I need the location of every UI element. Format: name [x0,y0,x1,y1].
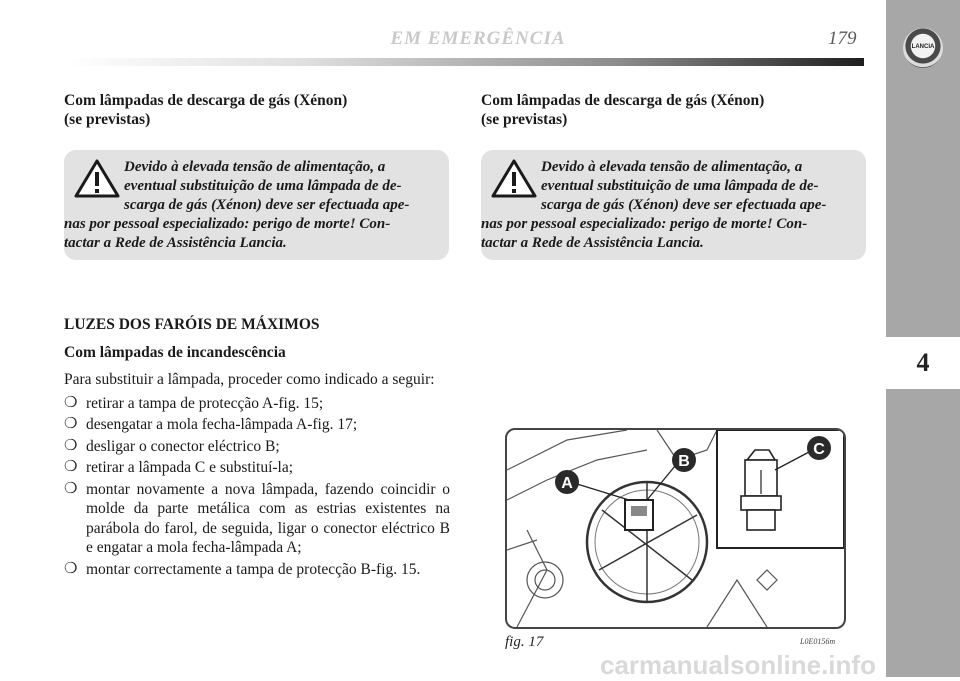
right-heading-line2: (se previstas) [481,111,568,128]
right-heading-line1: Com lâmpadas de descarga de gás (Xénon) [481,92,765,109]
step-item: ❍ retirar a lâmpada C e substituí-la; [64,459,294,476]
left-heading-line2: (se previstas) [64,111,151,128]
intro-paragraph: Para substituir a lâmpada, proceder como indicado a seguir: [64,371,435,388]
logo-text: LANCIA [911,44,935,50]
figure-caption: fig. 17 [505,634,544,650]
left-warning-line-3: scarga de gás (Xénon) deve ser efectuada ape- [124,197,410,213]
headlamp-illustration [507,430,844,627]
chapter-tab[interactable]: 4 [886,337,960,389]
right-warning-triangle-icon [491,158,537,198]
page-number: 179 [828,28,857,49]
right-warning-line-2: eventual substituição de uma lâmpada de de- [541,178,819,194]
left-warning-line-2: eventual substituição de uma lâmpada de de- [124,178,402,194]
header-divider [64,58,864,66]
step-item: ❍ montar novamente a nova lâmpada, fazendo coincidir o molde da parte metálica com as estrias existentes na parábola do farol, de seguida, ligar o conector eléctrico B e engatar a mola fecha-lâmpada A; [64,480,450,556]
left-warning-line-4: nas por pessoal especializado: perigo de morte! Con- [64,216,391,232]
left-warning-line-1: Devido à elevada tensão de alimentação, a [124,159,386,175]
bullet-icon: ❍ [64,480,78,497]
bullet-icon: ❍ [64,459,78,475]
left-warning-line-5: tactar a Rede de Assistência Lancia. [64,235,287,251]
figure-label-a: A [561,475,573,492]
step-item: ❍ desligar o conector eléctrico B; [64,437,280,455]
section-title: LUZES DOS FARÓIS DE MÁXIMOS [64,316,320,333]
step-item: ❍ desengatar a mola fecha-lâmpada A-fig. 17; [64,416,358,433]
left-body [64,315,450,581]
right-warning-line-1: Devido à elevada tensão de alimentação, a [541,159,803,175]
step-item: ❍ montar correctamente a tampa de protecção B-fig. 15. [64,560,421,578]
figure-label-b: B [678,453,690,470]
bullet-icon: ❍ [64,437,78,454]
right-heading [481,91,764,129]
left-warning-triangle-icon [74,158,120,198]
bullet-icon: ❍ [64,394,78,411]
figure-label-c: C [813,441,825,458]
right-warning-line-3: scarga de gás (Xénon) deve ser efectuada ape- [541,197,827,213]
figure-17 [505,428,846,629]
bullet-icon: ❍ [64,560,78,577]
page-header-title: EM EMERGÊNCIA [390,28,566,49]
right-warning-line-4: nas por pessoal especializado: perigo de morte! Con- [481,216,808,232]
left-heading [64,91,347,129]
watermark: carmanualsonline.info [600,650,876,680]
left-heading-line1: Com lâmpadas de descarga de gás (Xénon) [64,92,348,109]
bullet-icon: ❍ [64,416,78,432]
right-warning-line-5: tactar a Rede de Assistência Lancia. [481,235,704,251]
step-item: ❍ retirar a tampa de protecção A-fig. 15; [64,394,324,412]
figure-code: L0E0156m [800,637,836,646]
subsection-title: Com lâmpadas de incandescência [64,343,286,361]
